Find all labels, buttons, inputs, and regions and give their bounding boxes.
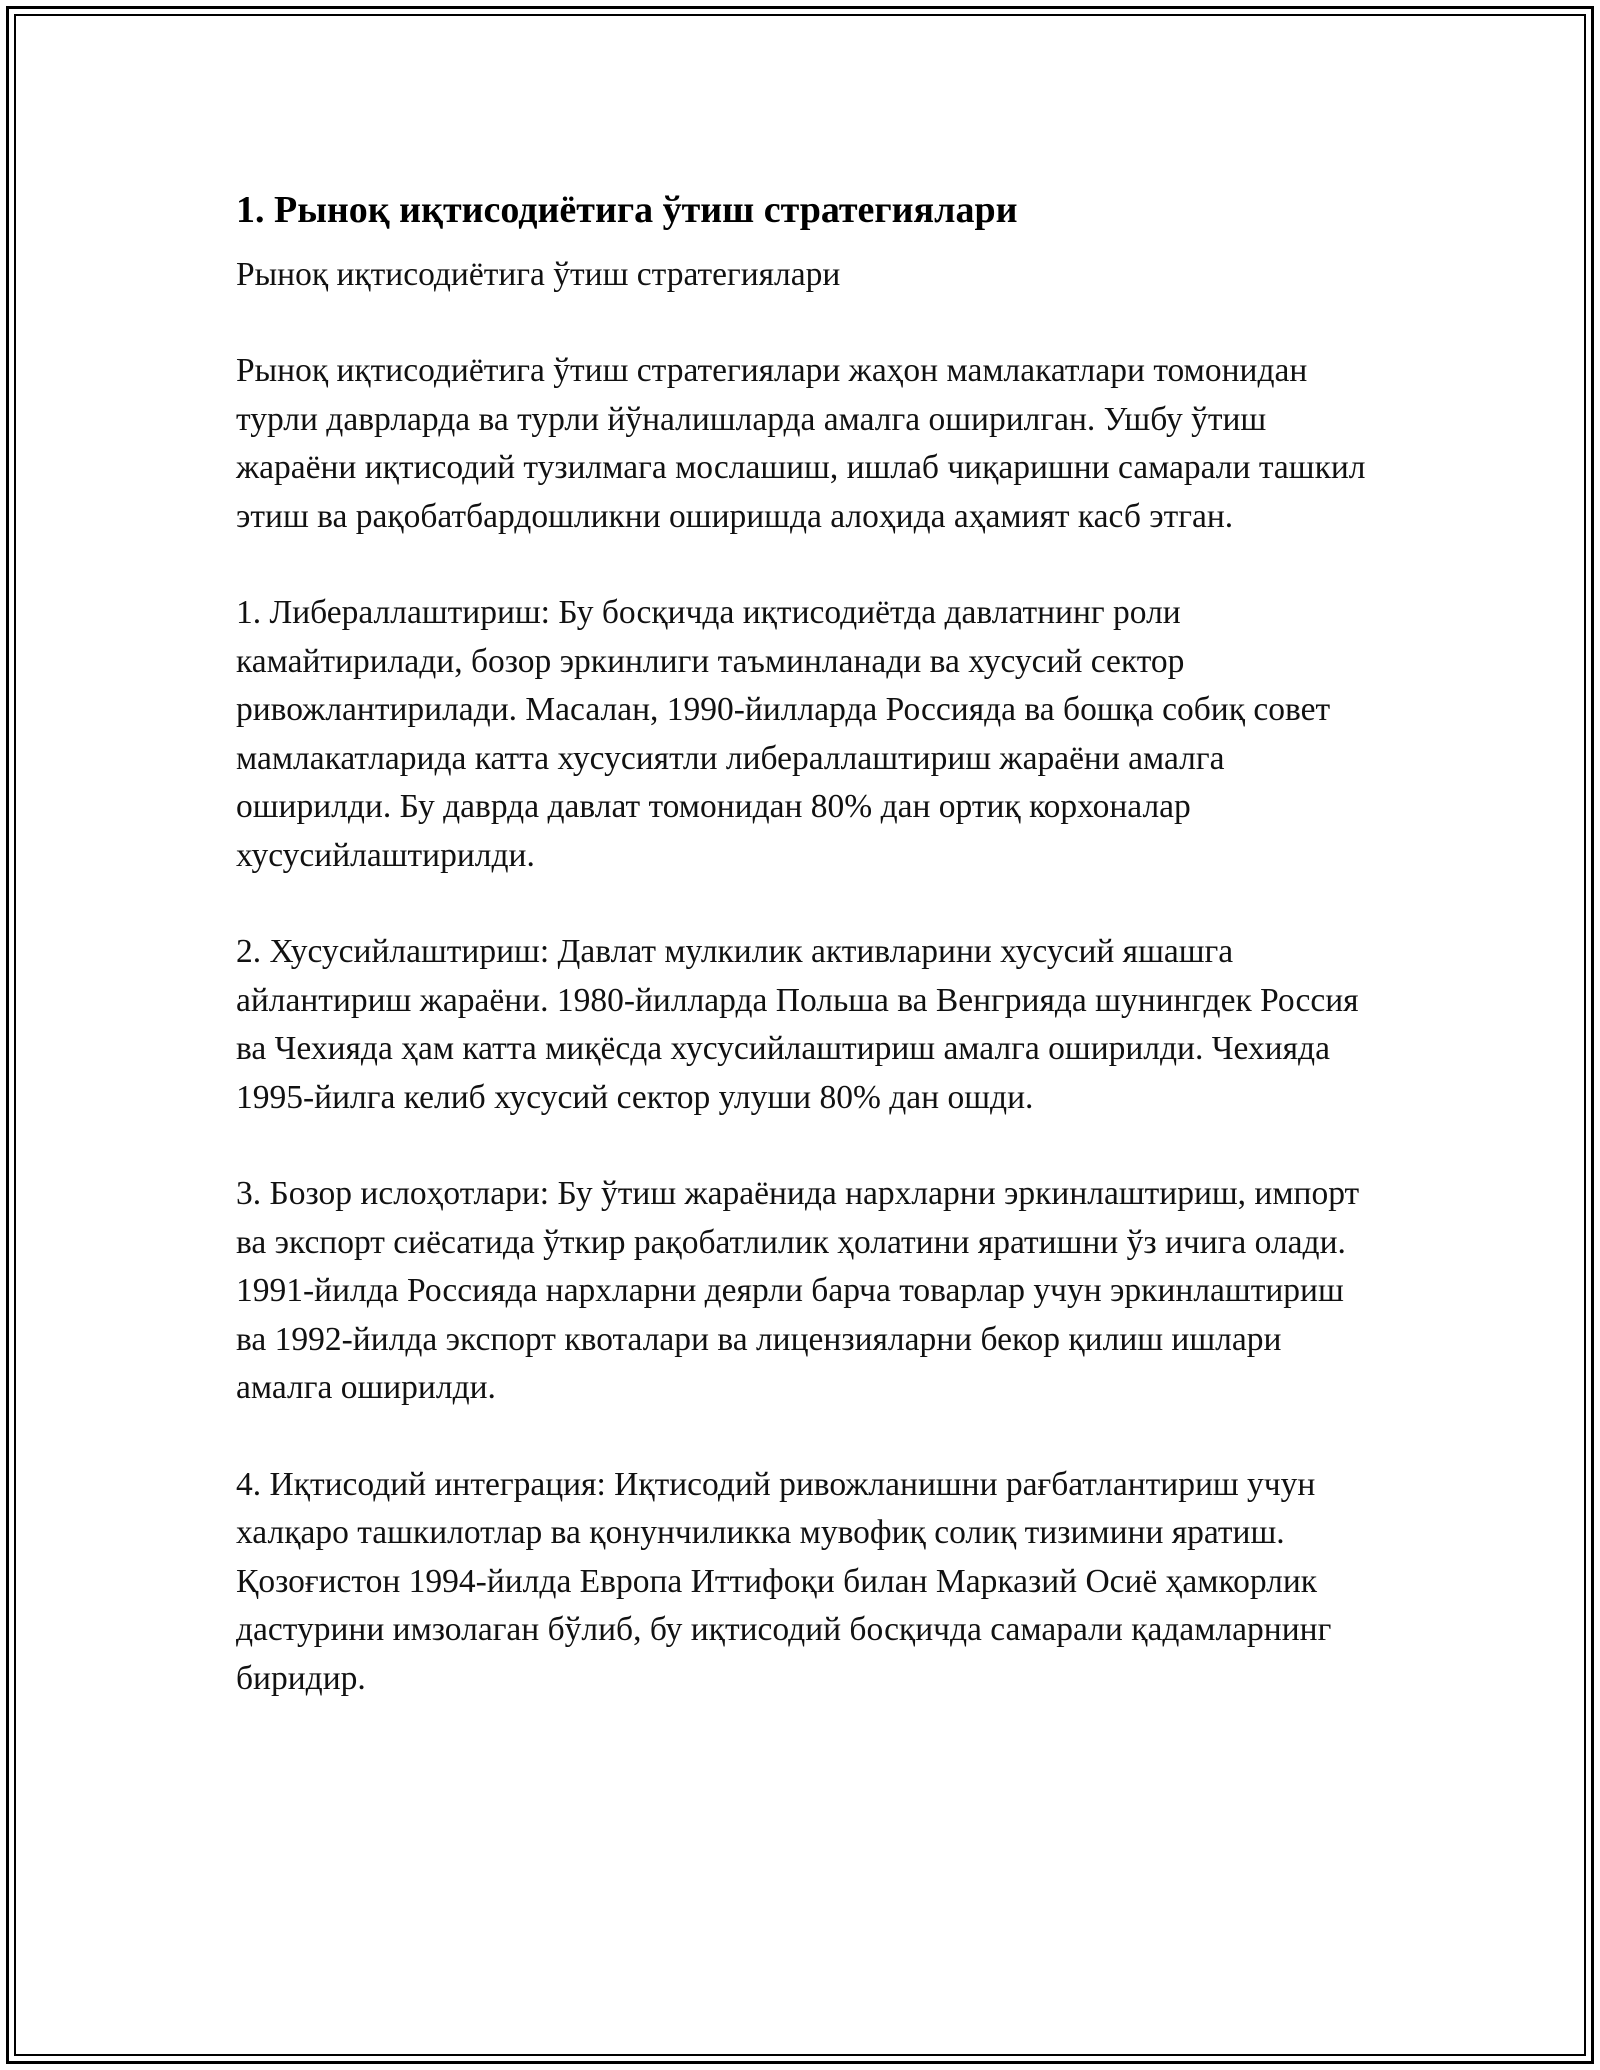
paragraph-economic-integration: 4. Иқтисодий интеграция: Иқтисодий ривожланишни рағбатлантириш учун халқаро ташкилотлар ва қонунчиликка мувофиқ солиқ тизимини яратиш. Қозоғистон 1994-йилда Европа Иттифоқи билан Марказий Осиё ҳамкорлик дастурини имзолаган бўлиб, бу иқтисодий босқичда самарали қадамларнинг биридир. [236, 1465, 1332, 1697]
document-body [236, 185, 1376, 1703]
intro-paragraph: Рыноқ иқтисодиётига ўтиш стратегиялари жаҳон мамлакатлари томонидан турли даврларда ва турли йўналишларда амалга оширилган. Ушбу ўтиш жараёни иқтисодий тузилмага мослашиш, ишлаб чиқаришни самарали ташкил этиш ва рақобатбардошликни оширишда алоҳида аҳамият касб этган. [236, 352, 1366, 535]
paragraph-liberalization: 1. Либераллаштириш: Бу босқичда иқтисодиётда давлатнинг роли камайтирилади, бозор эркинлиги таъминланади ва хусусий сектор ривожлантирилади. Масалан, 1990-йилларда Россияда ва бошқа собиқ совет мамлакатларида катта хусусиятли либераллаштириш жараёни амалга оширилди. Бу даврда давлат томонидан 80% дан ортиқ корхоналар хусусийлаштирилди. [236, 594, 1331, 874]
document-subtitle: Рыноқ иқтисодиётига ўтиш стратегиялари [236, 256, 841, 293]
paragraph-market-reforms: 3. Бозор ислоҳотлари: Бу ўтиш жараёнида нархларни эркинлаштириш, импорт ва экспорт сиёсатида ўткир рақобатлилик ҳолатини яратишни ўз ичига олади. 1991-йилда Россияда нархларни деярли барча товарлар учун эркинлаштириш ва 1992-йилда экспорт квоталари ва лицензияларни бекор қилиш ишлари амалга оширилди. [236, 1175, 1360, 1406]
document-title: 1. Рыноқ иқтисодиётига ўтиш стратегиялари [236, 189, 1018, 231]
paragraph-privatization: 2. Хусусийлаштириш: Давлат мулкилик активларини хусусий яшашга айлантириш жараёни. 1980-йилларда Польша ва Венгрияда шунингдек Россия ва Чехияда ҳам катта миқёсда хусусийлаштириш амалга оширилди. Чехияда 1995-йилга келиб хусусий сектор улуши 80% дан ошди. [236, 933, 1359, 1116]
